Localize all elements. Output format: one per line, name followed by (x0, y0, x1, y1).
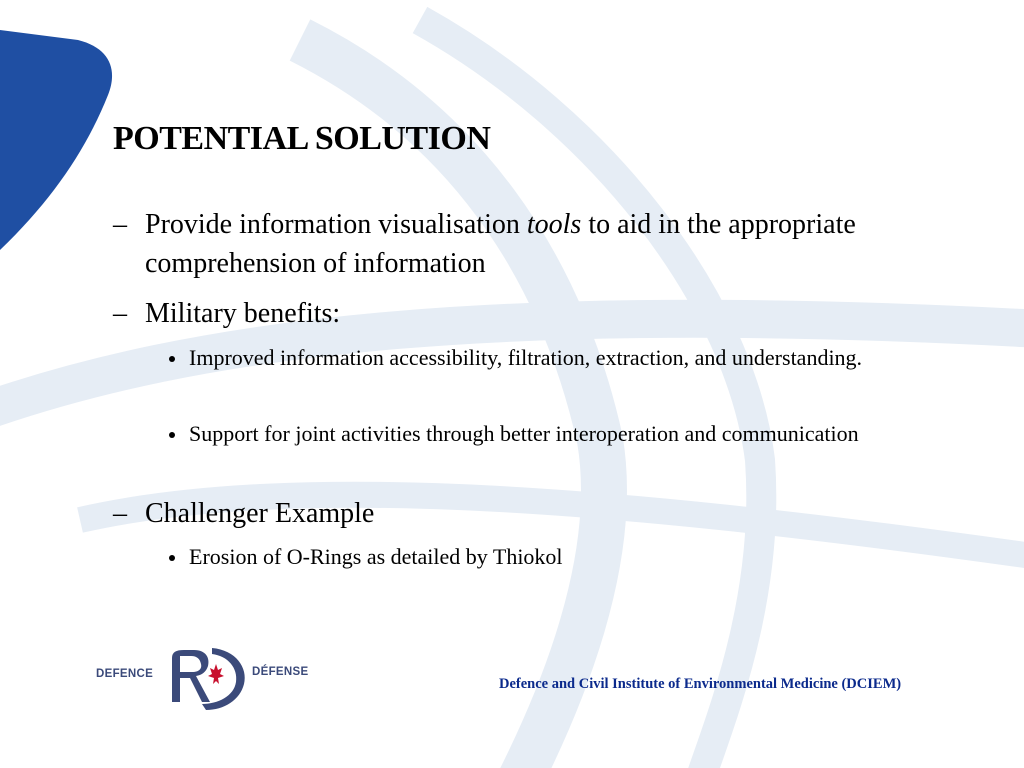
sub-bullet-text: Support for joint activities through better interoperation and communication (189, 421, 859, 446)
footer-institute-name: Defence and Civil Institute of Environmental Medicine (DCIEM) (499, 676, 902, 692)
dash-marker: – (113, 209, 127, 240)
rd-emblem-icon (164, 640, 250, 720)
bullet-dot (169, 432, 175, 438)
bullet-text: Provide information visualisation (145, 209, 527, 240)
dash-marker: – (113, 498, 127, 529)
blue-corner-swoosh (0, 30, 112, 250)
bullet-item (113, 494, 905, 533)
bullet-text-italic: tools (526, 209, 582, 240)
sub-bullet-text: Erosion of O-Rings as detailed by Thiokol (189, 544, 563, 569)
logo-word-defence: DEFENCE (96, 668, 154, 680)
sub-bullet-text: Improved information accessibility, filtration, extraction, and understanding. (189, 345, 863, 370)
sub-bullet-item (189, 418, 909, 450)
bullet-item (113, 294, 905, 333)
slide-title: POTENTIAL SOLUTION (113, 120, 491, 157)
bullet-item (113, 205, 905, 283)
sub-bullet-item (189, 342, 909, 374)
sub-bullet-item (189, 541, 909, 573)
bullet-text: to aid in the appropriate comprehension of information (145, 209, 856, 279)
bullet-text: Military benefits: (145, 298, 341, 329)
bullet-dot (169, 356, 175, 362)
dash-marker: – (113, 298, 127, 329)
bullet-dot (169, 555, 175, 561)
logo-word-defense: DÉFENSE (252, 666, 309, 678)
bullet-text: Challenger Example (145, 498, 375, 529)
defence-logo (92, 640, 322, 720)
